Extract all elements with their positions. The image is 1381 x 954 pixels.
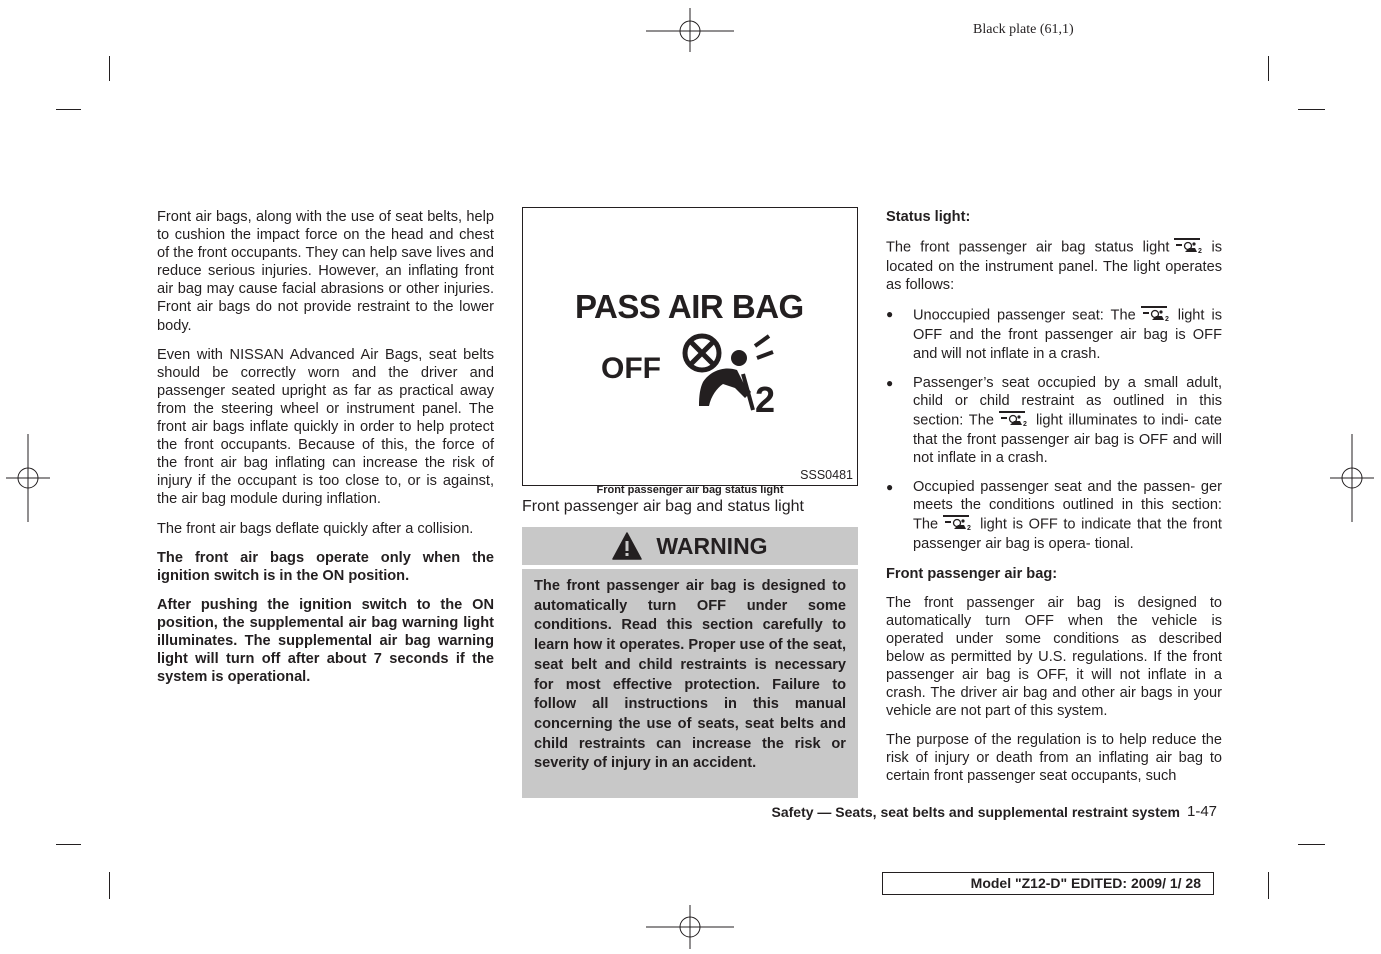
paragraph: The front passenger air bag is designed to automatically turn OFF when the vehicle is operated under some conditions as described below as permitted by U.S. regulations. If the front passenger air bag is OFF, it will not inflate in a crash. The driver air bag and other air bags in your vehicle are not part of this system. <box>886 594 1222 720</box>
status-heading: Status light: <box>886 209 971 225</box>
bullet-icon: ● <box>886 375 894 390</box>
figure-caption-small: Front passenger air bag status light <box>596 484 784 496</box>
status-list <box>886 305 1222 553</box>
bullet-text-start: Unoccupied passenger seat: The <box>913 307 1136 324</box>
figure-status-light <box>522 207 858 486</box>
pass-airbag-off-icon <box>1173 237 1207 258</box>
footer-section-title: Safety — Seats, seat belts and supplemental restraint system <box>771 804 1180 820</box>
warning-title: WARNING <box>656 532 768 559</box>
svg-text:2: 2 <box>755 379 776 414</box>
page-number: 1-47 <box>1187 803 1218 820</box>
paragraph: Even with NISSAN Advanced Air Bags, seat belts should be correctly worn and the driver and passenger seated upright as far as practical away from the steering wheel or instrument panel. The front air bags inflate quickly in order to help protect the front occupants. Because of this, the force of the front air bag inflating can increase the risk of injury if the occupant is too close to, or is against, the air bag module during inflation. <box>157 346 494 508</box>
svg-text:2: 2 <box>1164 316 1169 322</box>
model-label: Model "Z12-D" EDITED: 2009/ 1/ 28 <box>970 875 1201 891</box>
status-intro <box>886 237 1222 294</box>
bullet-text-end: light is OFF and the front passenger air bag is OFF and will not inflate in a crash. <box>913 307 1222 362</box>
bullet-icon: ● <box>886 480 894 495</box>
bullet-text-end: light is OFF to indicate that the front passenger air bag is opera- tional. <box>913 516 1222 553</box>
warning-body <box>522 569 858 798</box>
column-right <box>886 208 1222 797</box>
paragraph: The purpose of the regulation is to help reduce the risk of injury or death from an inflating air bag to certain front passenger seat occupants, such <box>886 732 1222 785</box>
column-left <box>157 208 494 697</box>
list-item <box>886 374 1222 467</box>
figure-caption: Front passenger air bag and status light <box>522 498 804 515</box>
pass-airbag-off-icon <box>998 410 1032 431</box>
svg-text:2: 2 <box>1022 420 1027 426</box>
paragraph: The front air bags deflate quickly after a collision. <box>157 520 474 537</box>
warning-triangle-icon <box>612 532 642 560</box>
warning-header <box>522 527 858 565</box>
status-intro-start: The front passenger air bag status light <box>886 239 1170 256</box>
bold-paragraph: After pushing the ignition switch to the ON position, the supplemental air bag warning light illuminates. The supplemental air bag warning light will turn off after about 7 seconds if the system is operational. <box>157 596 494 686</box>
model-box <box>882 872 1214 895</box>
pass-airbag-off-icon <box>942 514 976 535</box>
paragraph: Front air bags, along with the use of seat belts, help to cushion the impact force on the head and chest of the front occupants. They can help save lives and reduce serious injuries. However, an inflating front air bag may cause facial abrasions or other injuries. Front air bags do not provide restraint to the lower body. <box>157 209 494 334</box>
status-intro-end: is located on the instrument panel. The light operates as follows: <box>886 239 1222 294</box>
svg-text:2: 2 <box>967 525 972 531</box>
bullet-text-start: Passenger’s seat occupied by a small adult, child or child restraint as outlined in this section: The <box>913 374 1222 429</box>
list-item <box>886 478 1222 553</box>
passenger-airbag-off-icon <box>681 332 785 414</box>
figure-title: PASS AIR BAG <box>575 288 804 325</box>
list-item <box>886 305 1222 362</box>
front-bag-heading: Front passenger air bag: <box>886 565 1058 582</box>
registration-mark-top <box>646 4 734 52</box>
pass-airbag-off-icon <box>1140 305 1174 326</box>
registration-mark-right <box>1328 434 1376 522</box>
warning-text: The front passenger air bag is designed to automatically turn OFF under some conditions. Read this section carefully to learn how it operates. Proper use of the seat, seat belt and child restraints is necessary for most effective protection. Failure to follow all instructions in this manual concerning the use of seats, seat belts and child restraints can increase the risk or severity of injury in an accident. <box>534 578 846 772</box>
registration-mark-bottom <box>646 905 734 953</box>
figure-code: SSS0481 <box>800 468 853 482</box>
svg-text:2: 2 <box>1198 248 1203 254</box>
registration-mark-left <box>4 434 52 522</box>
bullet-icon: ● <box>886 307 894 322</box>
bullet-text-end: light illuminates to indi- cate that the front passenger air bag is OFF and will not inflate in a crash. <box>913 412 1223 467</box>
bold-paragraph: The front air bags operate only when the ignition switch is in the ON position. <box>157 549 494 584</box>
figure-off-label: OFF <box>601 352 661 385</box>
bullet-text-start: Occupied passenger seat and the passen- ger meets the conditions outlined in this section: The <box>913 479 1222 533</box>
plate-label: Black plate (61,1) <box>973 22 1074 37</box>
